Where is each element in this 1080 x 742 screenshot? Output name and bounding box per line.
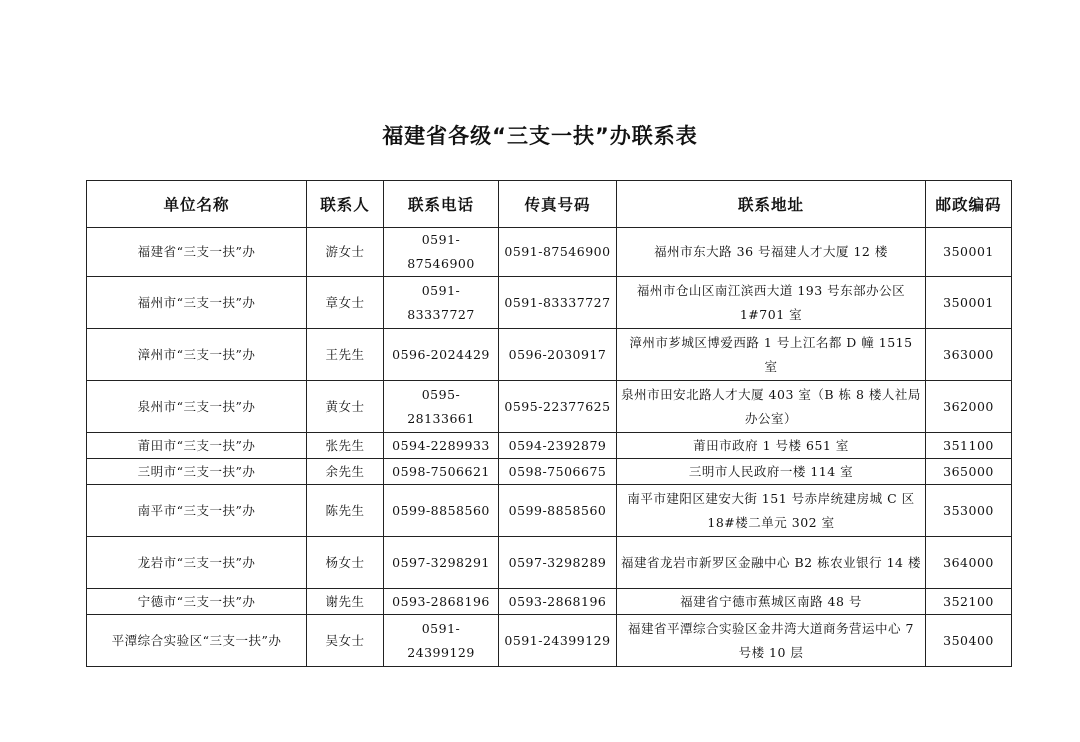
cell-fax: 0594-2392879 xyxy=(499,433,617,459)
cell-contact: 王先生 xyxy=(307,329,384,381)
header-fax: 传真号码 xyxy=(499,181,617,228)
header-address: 联系地址 xyxy=(617,181,926,228)
cell-postcode: 362000 xyxy=(926,381,1012,433)
cell-phone: 0599-8858560 xyxy=(384,485,499,537)
table-row xyxy=(87,615,1012,667)
cell-postcode: 353000 xyxy=(926,485,1012,537)
cell-unit: 南平市“三支一扶”办 xyxy=(87,485,307,537)
cell-fax: 0599-8858560 xyxy=(499,485,617,537)
cell-fax: 0595-22377625 xyxy=(499,381,617,433)
cell-unit: 平潭综合实验区“三支一扶”办 xyxy=(87,615,307,667)
cell-fax: 0598-7506675 xyxy=(499,459,617,485)
cell-address: 福建省龙岩市新罗区金融中心 B2 栋农业银行 14 楼 xyxy=(617,537,926,589)
cell-postcode: 350001 xyxy=(926,277,1012,329)
cell-fax: 0591-24399129 xyxy=(499,615,617,667)
cell-postcode: 350001 xyxy=(926,228,1012,277)
cell-contact: 杨女士 xyxy=(307,537,384,589)
cell-phone: 0593-2868196 xyxy=(384,589,499,615)
cell-address: 漳州市芗城区博爱西路 1 号上江名都 D 幢 1515 室 xyxy=(617,329,926,381)
cell-phone: 0591-87546900 xyxy=(384,228,499,277)
table-row xyxy=(87,589,1012,615)
cell-postcode: 365000 xyxy=(926,459,1012,485)
cell-phone: 0594-2289933 xyxy=(384,433,499,459)
cell-postcode: 352100 xyxy=(926,589,1012,615)
cell-postcode: 364000 xyxy=(926,537,1012,589)
table-body xyxy=(87,228,1012,667)
cell-contact: 谢先生 xyxy=(307,589,384,615)
cell-unit: 福州市“三支一扶”办 xyxy=(87,277,307,329)
cell-unit: 龙岩市“三支一扶”办 xyxy=(87,537,307,589)
header-row xyxy=(87,181,1012,228)
cell-address: 莆田市政府 1 号楼 651 室 xyxy=(617,433,926,459)
cell-fax: 0591-83337727 xyxy=(499,277,617,329)
document-title: 福建省各级“三支一扶”办联系表 xyxy=(382,124,698,148)
header-phone: 联系电话 xyxy=(384,181,499,228)
cell-phone: 0597-3298291 xyxy=(384,537,499,589)
cell-contact: 张先生 xyxy=(307,433,384,459)
table-row xyxy=(87,381,1012,433)
cell-unit: 三明市“三支一扶”办 xyxy=(87,459,307,485)
cell-address: 福州市东大路 36 号福建人才大厦 12 楼 xyxy=(617,228,926,277)
cell-postcode: 363000 xyxy=(926,329,1012,381)
header-unit-name: 单位名称 xyxy=(87,181,307,228)
cell-address: 福建省平潭综合实验区金井湾大道商务营运中心 7 号楼 10 层 xyxy=(617,615,926,667)
cell-phone: 0598-7506621 xyxy=(384,459,499,485)
cell-postcode: 350400 xyxy=(926,615,1012,667)
cell-unit: 漳州市“三支一扶”办 xyxy=(87,329,307,381)
cell-fax: 0596-2030917 xyxy=(499,329,617,381)
table-row xyxy=(87,228,1012,277)
cell-contact: 吴女士 xyxy=(307,615,384,667)
cell-address: 福州市仓山区南江滨西大道 193 号东部办公区 1#701 室 xyxy=(617,277,926,329)
table-header xyxy=(87,181,1012,228)
table-row xyxy=(87,277,1012,329)
cell-fax: 0591-87546900 xyxy=(499,228,617,277)
cell-phone: 0591-83337727 xyxy=(384,277,499,329)
header-contact-person: 联系人 xyxy=(307,181,384,228)
cell-unit: 莆田市“三支一扶”办 xyxy=(87,433,307,459)
cell-postcode: 351100 xyxy=(926,433,1012,459)
cell-address: 三明市人民政府一楼 114 室 xyxy=(617,459,926,485)
cell-address: 南平市建阳区建安大街 151 号赤岸统建房城 C 区 18#楼二单元 302 室 xyxy=(617,485,926,537)
cell-unit: 福建省“三支一扶”办 xyxy=(87,228,307,277)
table-row xyxy=(87,485,1012,537)
cell-phone: 0595-28133661 xyxy=(384,381,499,433)
table-row xyxy=(87,433,1012,459)
cell-address: 泉州市田安北路人才大厦 403 室（B 栋 8 楼人社局办公室） xyxy=(617,381,926,433)
cell-contact: 游女士 xyxy=(307,228,384,277)
cell-unit: 宁德市“三支一扶”办 xyxy=(87,589,307,615)
header-postcode: 邮政编码 xyxy=(926,181,1012,228)
cell-contact: 陈先生 xyxy=(307,485,384,537)
cell-contact: 章女士 xyxy=(307,277,384,329)
cell-contact: 余先生 xyxy=(307,459,384,485)
contact-table xyxy=(86,180,1012,667)
table-row xyxy=(87,329,1012,381)
table-row xyxy=(87,459,1012,485)
cell-fax: 0593-2868196 xyxy=(499,589,617,615)
cell-fax: 0597-3298289 xyxy=(499,537,617,589)
cell-phone: 0596-2024429 xyxy=(384,329,499,381)
table-row xyxy=(87,537,1012,589)
cell-address: 福建省宁德市蕉城区南路 48 号 xyxy=(617,589,926,615)
cell-unit: 泉州市“三支一扶”办 xyxy=(87,381,307,433)
cell-contact: 黄女士 xyxy=(307,381,384,433)
cell-phone: 0591-24399129 xyxy=(384,615,499,667)
